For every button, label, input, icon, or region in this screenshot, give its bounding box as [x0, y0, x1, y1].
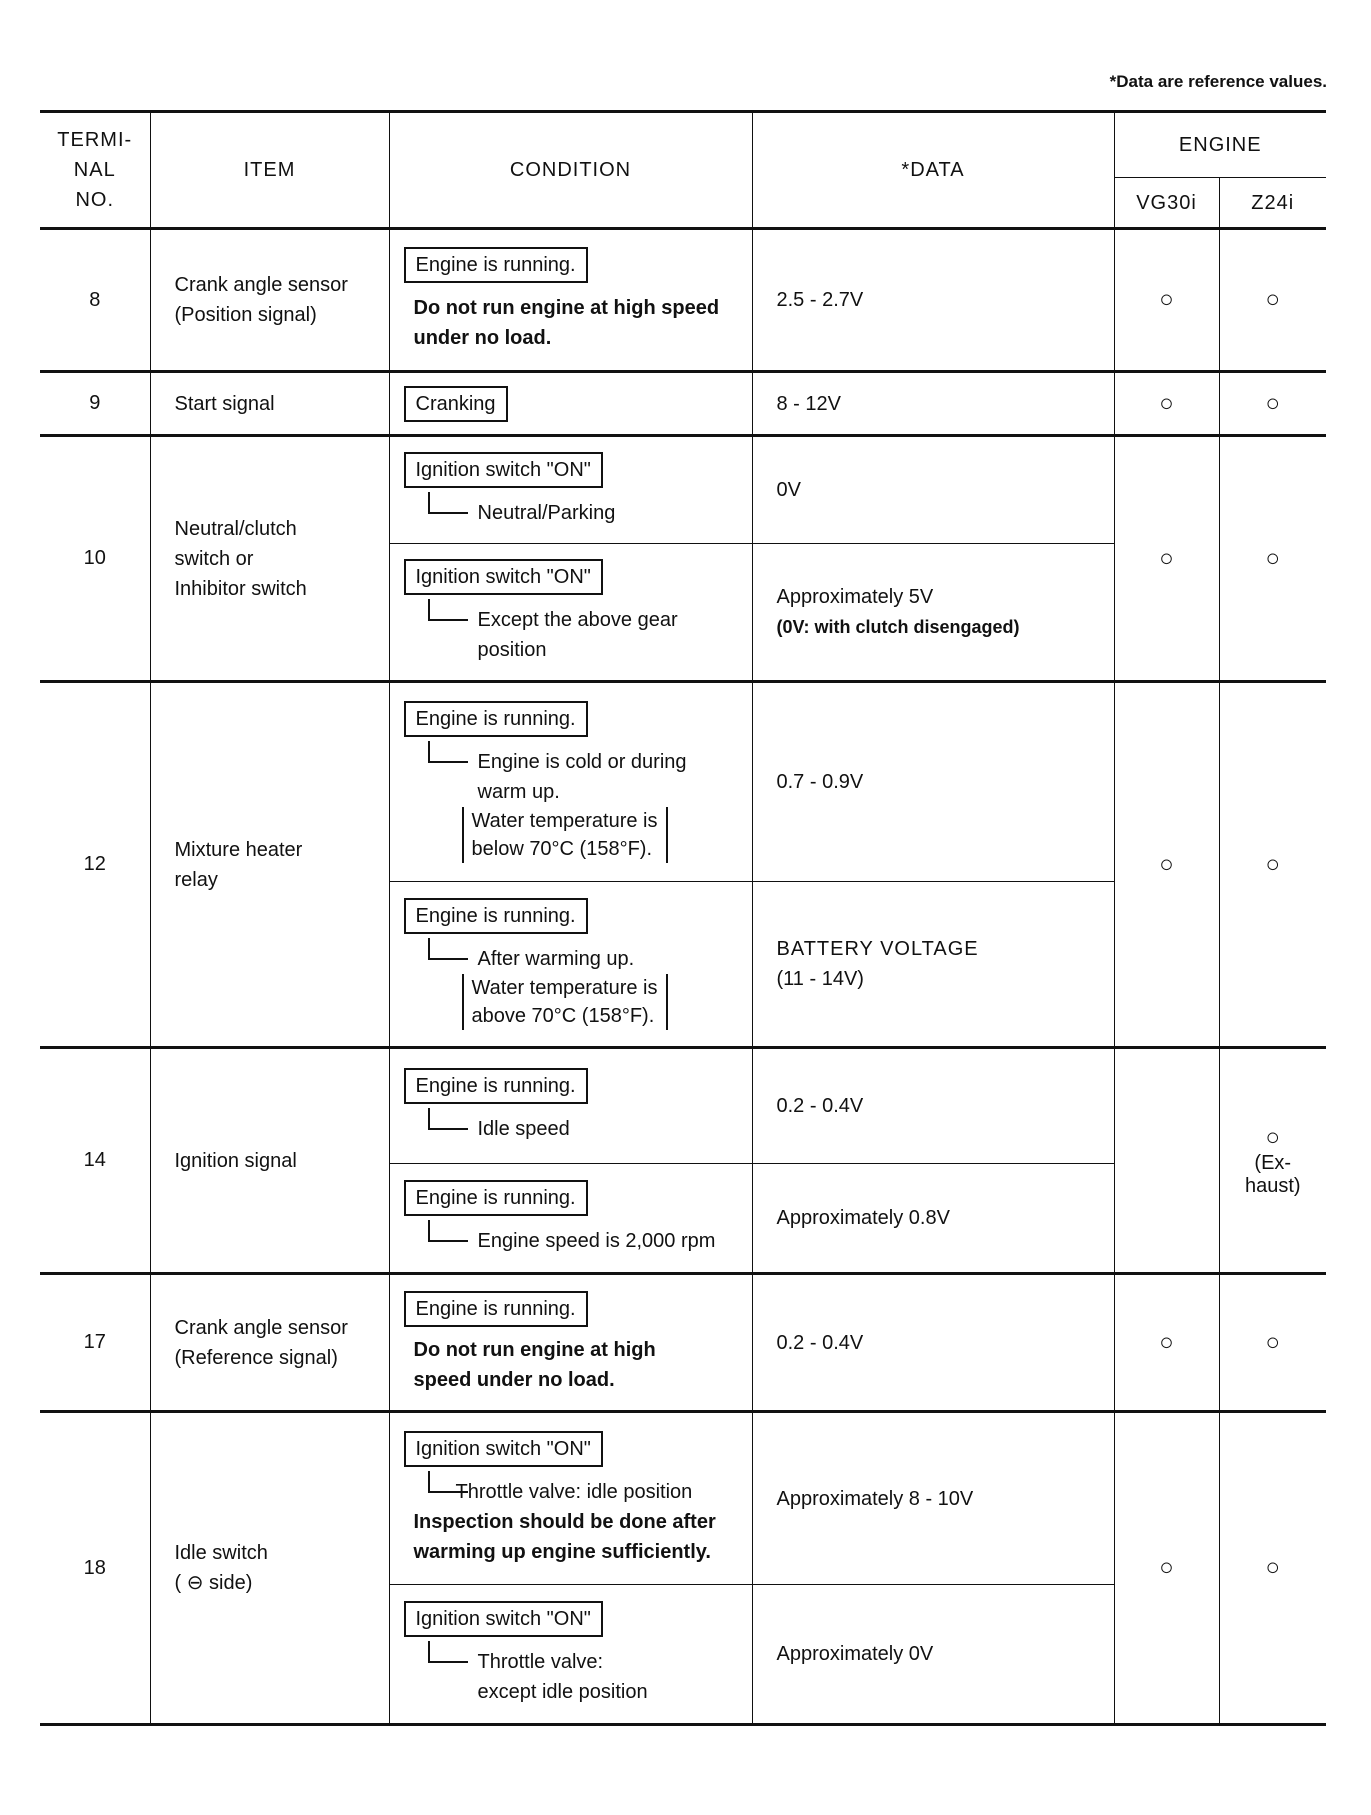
vg30i-applicable-mark: ○ [1114, 372, 1219, 436]
bracket-text: Water temperature is [471, 809, 658, 832]
condition-cell [389, 682, 752, 882]
z24i-applicable-mark: ○ [1219, 1412, 1326, 1725]
condition-cell [389, 372, 752, 436]
z24i-applicable-mark: ○ [1219, 436, 1326, 682]
bracket-text: Water temperature is [471, 976, 658, 999]
condition-box: Ignition switch "ON" [404, 1601, 603, 1637]
z24i-applicable-mark: ○ [1219, 372, 1326, 436]
z24i-applicable-mark: ○ [1219, 1274, 1326, 1412]
condition-box: Ignition switch "ON" [404, 452, 603, 488]
data-note: (0V: with clutch disengaged) [776, 617, 1020, 637]
condition-bracket-note [462, 974, 668, 1030]
reference-values-note: *Data are reference values. [1109, 72, 1327, 91]
condition-cell [389, 229, 752, 372]
condition-sub: After warming up. [428, 944, 738, 974]
item-cell [150, 229, 389, 372]
data-value: 0V [752, 436, 1114, 544]
item-text: Ignition signal [150, 1048, 389, 1274]
terminal-no: 18 [40, 1412, 150, 1725]
condition-cell [389, 544, 752, 682]
data-value: 0.2 - 0.4V [752, 1048, 1114, 1164]
vg30i-not-applicable [1114, 1048, 1219, 1274]
terminal-no: 9 [40, 372, 150, 436]
condition-sub: Throttle valve: except idle position [428, 1647, 658, 1707]
vg30i-applicable-mark: ○ [1114, 1274, 1219, 1412]
condition-box: Engine is running. [404, 247, 588, 283]
condition-sub: Engine is cold or during warm up. [428, 747, 708, 807]
condition-cell [389, 1585, 752, 1725]
z24i-applicable-mark: ○ [1219, 229, 1326, 372]
condition-box: Engine is running. [404, 701, 588, 737]
item-text: Mixture heater [174, 838, 303, 861]
data-value: 2.5 - 2.7V [752, 229, 1114, 372]
item-text: Start signal [150, 372, 389, 436]
item-cell [150, 682, 389, 1048]
vg30i-applicable-mark: ○ [1114, 436, 1219, 682]
condition-box: Engine is running. [404, 898, 588, 934]
condition-box: Engine is running. [404, 1291, 588, 1327]
table-row-terminal-14 [40, 1048, 1326, 1164]
z24i-applicable-mark: ○ [1219, 682, 1326, 1048]
bracket-text: below 70°C (158°F). [471, 837, 653, 860]
terminal-no: 10 [40, 436, 150, 682]
condition-cell [389, 1048, 752, 1164]
data-value: 0.2 - 0.4V [752, 1274, 1114, 1412]
data-cell [752, 882, 1114, 1048]
data-value: Approximately 0V [752, 1585, 1114, 1725]
condition-sub: Except the above gear position [428, 605, 698, 665]
terminal-no: 14 [40, 1048, 150, 1274]
condition-cell [389, 436, 752, 544]
condition-box: Engine is running. [404, 1068, 588, 1104]
terminal-no: 12 [40, 682, 150, 1048]
item-text: switch or [174, 547, 254, 570]
item-cell [150, 1412, 389, 1725]
condition-note: Do not run engine at high speed under no load. [413, 1338, 656, 1391]
terminal-no: 8 [40, 229, 150, 372]
z24i-applicable-cell [1219, 1048, 1326, 1274]
z24i-note: (Ex- [1254, 1151, 1292, 1174]
z24i-note: haust) [1244, 1174, 1301, 1197]
data-value: BATTERY VOLTAGE [776, 938, 979, 960]
table-row-terminal-10 [40, 436, 1326, 544]
condition-cell [389, 882, 752, 1048]
condition-box: Ignition switch "ON" [404, 1431, 603, 1467]
condition-note: Inspection should be done after warming up engine sufficiently. [413, 1510, 716, 1563]
condition-sub: Engine speed is 2,000 rpm [428, 1226, 738, 1256]
data-value: 8 - 12V [752, 372, 1114, 436]
vg30i-applicable-mark: ○ [1114, 229, 1219, 372]
item-text: Crank angle sensor [174, 274, 348, 296]
item-text: Idle switch [174, 1542, 268, 1564]
condition-sub: Throttle valve: idle position [428, 1477, 738, 1507]
table-row-terminal-8 [40, 229, 1326, 372]
condition-cell [389, 1274, 752, 1412]
data-value: Approximately 5V [776, 586, 934, 608]
item-text: Inhibitor switch [174, 577, 307, 600]
item-text: (Position signal) [174, 304, 317, 326]
item-text: (Reference signal) [174, 1346, 338, 1369]
header-engine: ENGINE [1114, 112, 1326, 178]
data-value: Approximately 0.8V [752, 1164, 1114, 1274]
condition-cell [389, 1164, 752, 1274]
header-item: ITEM [150, 112, 389, 229]
data-value: (11 - 14V) [776, 968, 864, 990]
header-terminal-no: TERMI- NAL NO. [40, 112, 150, 229]
header-vg30i: VG30i [1114, 178, 1219, 229]
item-text: Crank angle sensor [174, 1316, 348, 1339]
condition-bracket-note [462, 807, 668, 863]
table-row-terminal-9 [40, 372, 1326, 436]
header-z24i: Z24i [1219, 178, 1326, 229]
terminal-no: 17 [40, 1274, 150, 1412]
vg30i-applicable-mark: ○ [1114, 682, 1219, 1048]
item-cell [150, 1274, 389, 1412]
item-cell [150, 436, 389, 682]
terminal-data-table [40, 110, 1326, 1726]
bracket-text: above 70°C (158°F). [471, 1004, 655, 1027]
condition-cell [389, 1412, 752, 1585]
condition-note: Do not run engine at high speed under no load. [413, 297, 720, 349]
data-value: Approximately 8 - 10V [752, 1412, 1114, 1585]
condition-box: Engine is running. [404, 1180, 588, 1216]
header-data: *DATA [752, 112, 1114, 229]
z24i-applicable-mark: ○ [1265, 1123, 1280, 1151]
condition-box: Cranking [404, 386, 508, 422]
item-text: ( ⊖ side) [174, 1572, 253, 1594]
vg30i-applicable-mark: ○ [1114, 1412, 1219, 1725]
table-row-terminal-18 [40, 1412, 1326, 1585]
data-value: 0.7 - 0.9V [752, 682, 1114, 882]
table-row-terminal-12 [40, 682, 1326, 882]
condition-sub: Neutral/Parking [428, 498, 738, 528]
condition-box: Ignition switch "ON" [404, 559, 603, 595]
data-cell [752, 544, 1114, 682]
header-condition: CONDITION [389, 112, 752, 229]
condition-sub: Idle speed [428, 1114, 738, 1144]
item-text: Neutral/clutch [174, 517, 297, 540]
item-text: relay [174, 868, 218, 891]
table-row-terminal-17 [40, 1274, 1326, 1412]
